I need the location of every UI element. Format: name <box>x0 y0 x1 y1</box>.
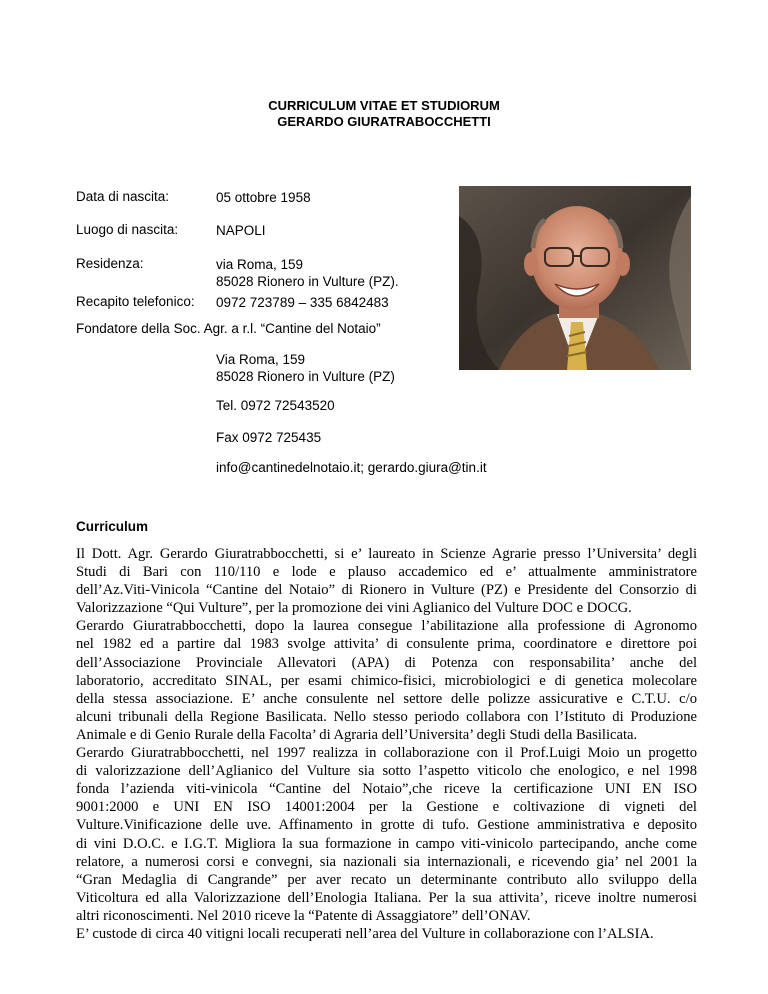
curriculum-line: Gerardo Giuratrabbocchetti, nel 1997 realizza in collaborazione con il Prof.Luigi Moio un progetto <box>76 745 697 762</box>
curriculum-line: “Gran Medaglia di Cangrande” per aver recato un determinante contributo allo sviluppo della <box>76 871 697 888</box>
curriculum-paragraph <box>76 545 697 943</box>
residence-value <box>216 256 399 290</box>
portrait-image <box>459 186 691 370</box>
curriculum-line: dell’Associazione Provinciale Allevatori (APA) di Potenza con responsabilita’ anche del <box>76 654 697 671</box>
curriculum-line: di vini D.O.C. e I.G.T. Migliora la sua formazione in campo viti-vinicolo partecipando, anche come <box>76 835 697 852</box>
residence-line-1: via Roma, 159 <box>216 257 304 272</box>
curriculum-line: altri riconoscimenti. Nel 2010 riceve la “Patente di Assaggiatore” dell’ONAV. <box>76 907 531 924</box>
title-line-1: CURRICULUM VITAE ET STUDIORUM <box>268 98 500 113</box>
company-address-line-1: Via Roma, 159 <box>216 352 306 367</box>
company-email: info@cantinedelnotaio.it; gerardo.giura@tin.it <box>216 460 487 475</box>
curriculum-line: fonda l’azienda viti-vinicola “Cantine del Notaio”,che riceve la certificazione UNI EN ISO <box>76 781 697 798</box>
portrait-photo <box>459 186 691 370</box>
birth-place-label: Luogo di nascita: <box>76 222 179 237</box>
company-tel: Tel. 0972 72543520 <box>216 398 335 413</box>
curriculum-line: Valorizzazione “Qui Vulture”, per la promozione dei vini Aglianico del Vulture DOC e DOCG. <box>76 600 632 617</box>
founder-text: Fondatore della Soc. Agr. a r.l. “Cantine del Notaio” <box>76 321 381 336</box>
curriculum-line: Animale e di Genio Rurale della Facolta’ di Agraria dell’Universita’ degli Studi della Basilicata. <box>76 726 638 743</box>
birth-place-value: NAPOLI <box>216 223 266 238</box>
curriculum-line: alcuni tribunali della Regione Basilicata. Nello stesso periodo collabora con l’Istituto di Produzione <box>76 708 697 725</box>
curriculum-line: Gerardo Giuratrabbocchetti, dopo la laurea consegue l’abilitazione alla professione di Agronomo <box>76 618 697 635</box>
curriculum-line: nel 1982 ed a partire dal 1983 svolge attivita’ di consulente prima, coordinatore e direttore poi <box>76 636 697 653</box>
curriculum-line: di valorizzazione dell’Aglianico del Vulture sia sotto l’aspetto viticolo che enologico, e nel 1998 <box>76 763 697 780</box>
birth-date-label: Data di nascita: <box>76 189 170 204</box>
curriculum-line: E’ custode di circa 40 vitigni locali recuperati nell’area del Vulture in collaborazione con l’ALSIA. <box>76 925 654 942</box>
phone-label: Recapito telefonico: <box>76 294 195 309</box>
curriculum-line: Viticoltura ed alla Valorizzazione dell’Enologia Italiana. Per la sua attivita’, riceve inoltre numerosi <box>76 889 697 906</box>
curriculum-heading: Curriculum <box>76 519 149 534</box>
residence-label: Residenza: <box>76 256 144 271</box>
company-address <box>216 351 395 385</box>
title-line-2: GERARDO GIURATRABOCCHETTI <box>277 114 491 129</box>
curriculum-line: Il Dott. Agr. Gerardo Giuratrabbocchetti, si e’ laureato in Scienze Agrarie presso l’Universita’ degli <box>76 546 697 562</box>
curriculum-line: dell’Az.Viti-Vinicola “Cantine del Notaio” di Rionero in Vulture (PZ) e Presidente del Consorzio di <box>76 582 697 599</box>
residence-line-2: 85028 Rionero in Vulture (PZ). <box>216 274 399 289</box>
curriculum-line: 9001:2000 e UNI EN ISO 14001:2004 per la Gestione e coltivazione di vigneti del <box>76 799 697 816</box>
document-title <box>0 98 768 130</box>
curriculum-line: relatore, a numerosi corsi e convegni, sia nazionali sia internazionali, e ricevendo gia’ nel 2001 la <box>76 853 697 870</box>
curriculum-line: Vulture.Vinificazione delle uve. Affinamento in grotte di tufo. Gestione amministrativa e deposito <box>76 817 697 834</box>
curriculum-line: della stessa associazione. E’ anche consulente nel settore delle polizze assicurative e C.T.U. c/o <box>76 690 697 707</box>
curriculum-line: laboratorio, accreditato SINAL, per esami chimico-fisici, microbiologici e di genetica molecolare <box>76 672 697 689</box>
birth-date-value: 05 ottobre 1958 <box>216 190 311 205</box>
company-fax: Fax 0972 725435 <box>216 430 322 445</box>
curriculum-line: Studi di Bari con 110/110 e lode e plauso accademico ed e’ attualmente amministratore <box>76 564 697 581</box>
phone-value: 0972 723789 – 335 6842483 <box>216 295 389 310</box>
company-address-line-2: 85028 Rionero in Vulture (PZ) <box>216 369 395 384</box>
